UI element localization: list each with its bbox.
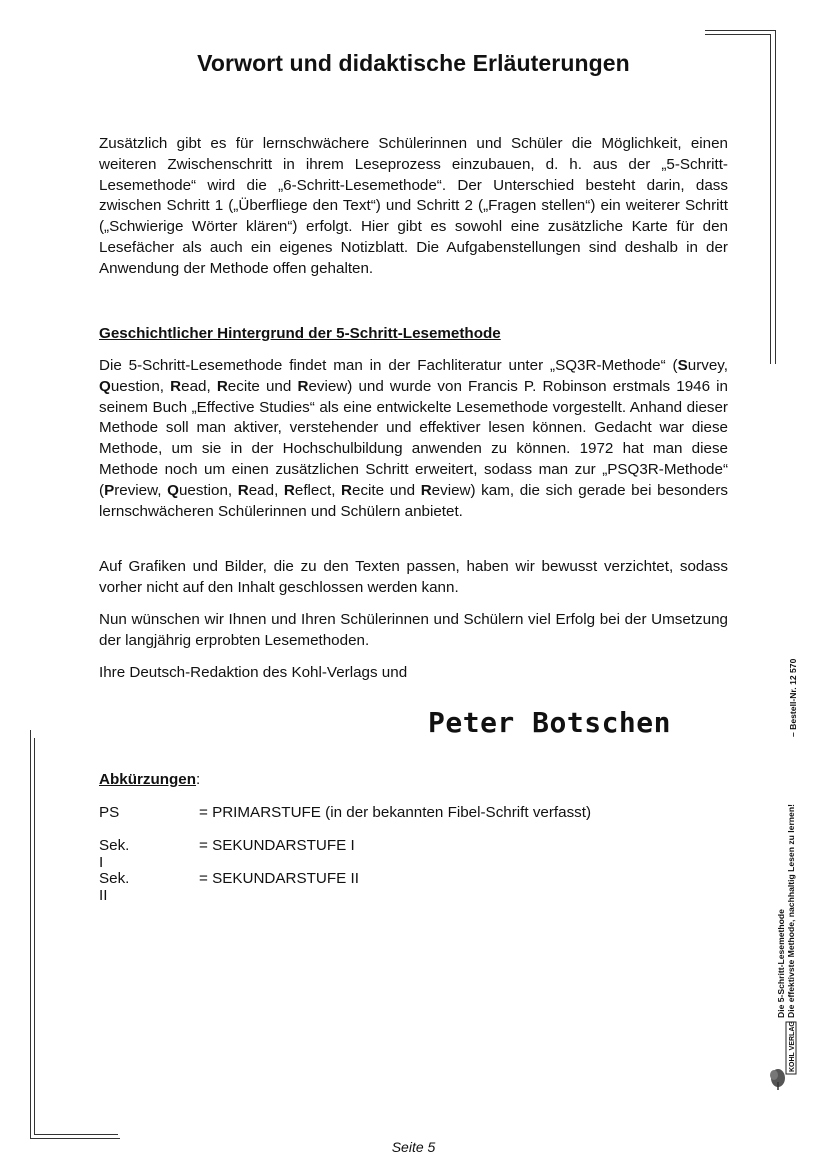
frame-left-vertical-inner bbox=[34, 738, 35, 1134]
sidebar-subtitle-line: Die effektivste Methode, nachhaltig Lesen zu lernen! bbox=[786, 804, 796, 1018]
frame-right-vertical-outer bbox=[775, 30, 776, 364]
graphics-paragraph: Auf Grafiken und Bilder, die zu den Texten passen, haben wir bewusst verzichtet, sodass vorher nicht auf den Inhalt geschlossen werden kann. bbox=[99, 558, 728, 596]
abbreviation-key: Sek. II bbox=[99, 870, 130, 904]
wishes-paragraph: Nun wünschen wir Ihnen und Ihren Schülerinnen und Schülern viel Erfolg bei der Umsetzung der langjährig erprobten Lesemethoden. bbox=[99, 611, 728, 649]
history-heading: Geschichtlicher Hintergrund der 5-Schritt-Lesemethode bbox=[99, 325, 501, 342]
abbreviation-value: = SEKUNDARSTUFE II bbox=[199, 870, 359, 887]
abbreviation-key: PS bbox=[99, 804, 120, 821]
history-paragraph: Die 5-Schritt-Lesemethode findet man in der Fachliteratur unter „SQ3R-Methode“ (Survey, Question, Read, Recite und Review) und wurde von Francis P. Robinson erstmals 1946 in seinem Buch „Effective Studies“ als eine entwickelte Lesemethode vorgestellt. Anhand dieser Methode soll man aktiver, verstehender und effektiver lesen können. Gedacht war diese Methode, um sie in der Hochschulbildung anwenden zu können. 1972 hat man diese Methode noch um einen zusätzlichen Schritt erweitert, sodass man zur „PSQ3R-Methode“ (Preview, Question, Read, Reflect, Recite und Review) kam, die sich gerade bei besonders lernschwächeren Schülerinnen und Schülern anbietet. bbox=[99, 357, 728, 520]
abbreviation-key: Sek. I bbox=[99, 837, 130, 871]
frame-top-right-horizontal-inner bbox=[705, 34, 771, 35]
logo-text: KOHL VERLAG bbox=[789, 1021, 796, 1072]
abbreviation-value: = SEKUNDARSTUFE I bbox=[199, 837, 355, 854]
frame-right-vertical bbox=[770, 34, 771, 364]
sidebar-title-line: Die 5-Schritt-Lesemethode bbox=[776, 909, 786, 1018]
intro-paragraph: Zusätzlich gibt es für lernschwächere Schülerinnen und Schüler die Möglichkeit, einen weiteren Zwischenschritt in ihrem Leseprozess einzubauen, d. h. aus der „5-Schritt-Lesemethode“ wird die „6-Schritt-Lesemethode“. Der Unterschied besteht darin, dass zwischen Schritt 1 („Überfliege den Text“) und Schritt 2 („Fragen stellen“) ein weiterer Schritt („Schwierige Wörter klären“) erfolgt. Hier gibt es sowohl eine zusätzliche Karte für den Lesefächer als auch ein eigenes Notizblatt. Die Aufgabenstellungen sind deshalb in der Anwendung der Methode offen gehalten. bbox=[99, 135, 728, 277]
sidebar-order-number: – Bestell-Nr. 12 570 bbox=[788, 658, 798, 737]
page-title: Vorwort und didaktische Erläuterungen bbox=[197, 50, 630, 76]
publisher-logo bbox=[768, 1020, 798, 1092]
frame-left-vertical bbox=[30, 730, 31, 1138]
closing-line: Ihre Deutsch-Redaktion des Kohl-Verlags und bbox=[99, 664, 408, 681]
page-number: Seite 5 bbox=[391, 1139, 436, 1155]
signature: Peter Botschen bbox=[428, 706, 672, 739]
abbreviation-value: = PRIMARSTUFE (in der bekannten Fibel-Schrift verfasst) bbox=[199, 804, 592, 821]
abbreviations-heading: Abkürzungen: bbox=[99, 771, 201, 788]
frame-top-right-horizontal bbox=[705, 30, 775, 31]
frame-bottom-left-horizontal-inner bbox=[34, 1134, 118, 1135]
